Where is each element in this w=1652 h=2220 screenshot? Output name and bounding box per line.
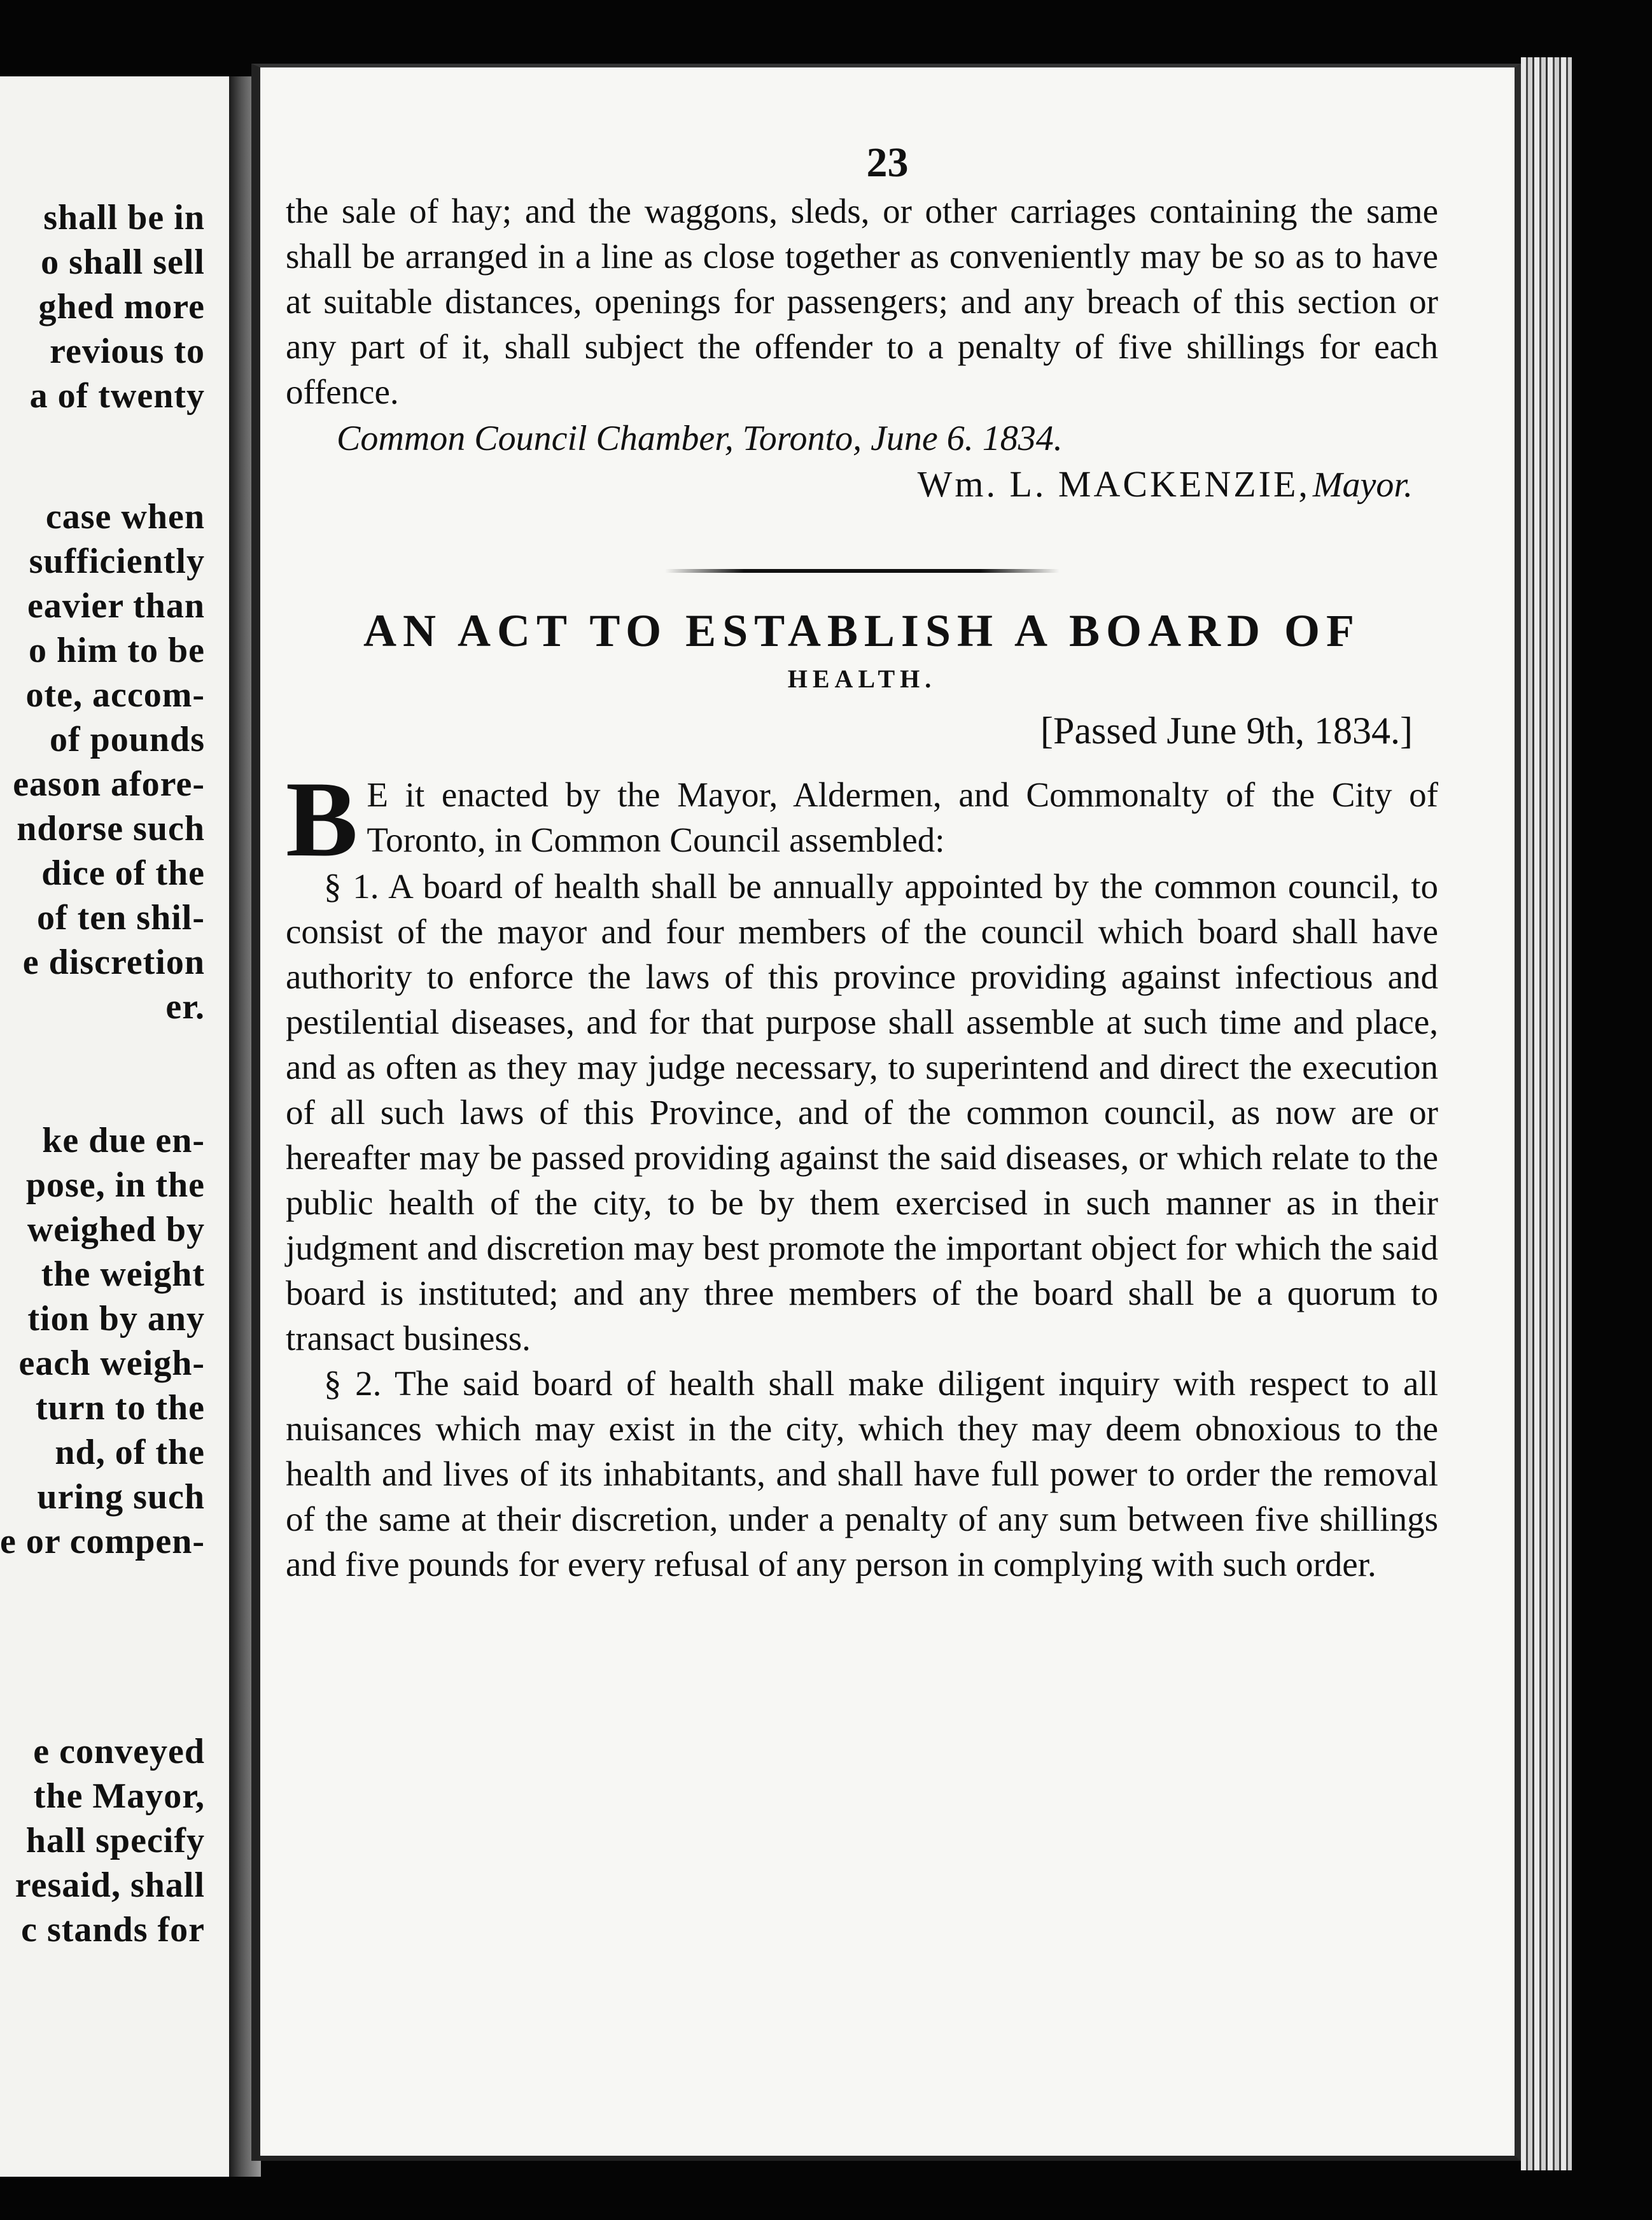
- previous-page-line: e discretion: [22, 943, 205, 982]
- section-2: § 2. The said board of health shall make diligent inquiry with respect to all nuisances which may exist in the city, which they may deem obnoxious to the health and lives of its inhabitants, and shall have full power to order the removal of the same at their discretion, under a penalty of any sum between five shillings and five pounds for every refusal of any person in complying with such order.: [286, 1364, 1438, 1584]
- previous-page-line: er.: [165, 987, 205, 1027]
- previous-page-line: eason afore-: [13, 764, 205, 804]
- signature-location: Common Council Chamber, Toronto, June 6. 1834.: [337, 419, 1063, 458]
- previous-page-line: sufficiently: [29, 542, 205, 581]
- previous-page-line: o shall sell: [41, 242, 205, 282]
- page-number: 23: [866, 139, 909, 186]
- previous-page-line: tion by any: [27, 1299, 205, 1338]
- previous-page-line: resaid, shall: [15, 1865, 205, 1905]
- previous-page-line: case when: [45, 497, 205, 537]
- previous-page-line: c stands for: [21, 1910, 205, 1950]
- previous-page-line: uring such: [37, 1477, 205, 1517]
- act-title: AN ACT TO ESTABLISH A BOARD OF: [363, 605, 1361, 656]
- page-edges: [1521, 57, 1572, 2170]
- act-subtitle: HEALTH.: [787, 664, 937, 693]
- previous-page-line: each weigh-: [18, 1344, 205, 1383]
- previous-page-line: of ten shil-: [37, 898, 205, 938]
- previous-page-line: nd, of the: [55, 1433, 205, 1472]
- drop-cap: B: [286, 759, 358, 879]
- previous-page-line: ghed more: [38, 287, 205, 327]
- previous-page-line: of pounds: [49, 720, 205, 759]
- section-1: § 1. A board of health shall be annually appointed by the common council, to consist of the mayor and four members of the council which board shall have authority to enforce the laws of this province providing against infectious and pestilential diseases, and for that purpose shall assemble at such time and place, and as often as they may judge necessary, to superintend and direct the execution of all such laws of this Province, and of the common council, as now are or hereafter may be passed providing against the said diseases, or which relate to the public health of the city, to be by them exercised in such manner as in their judgment and discretion may best promote the important object for which the said board is instituted; and any three members of the board shall be a quorum to transact business.: [286, 867, 1438, 1358]
- previous-page-line: hall specify: [25, 1821, 205, 1860]
- page-23: [251, 64, 1521, 2161]
- previous-page-line: ote, accom-: [25, 675, 205, 715]
- signature-name: Wm. L. MACKENZIE,: [917, 463, 1310, 505]
- previous-page-line: the weight: [41, 1254, 205, 1294]
- previous-page-line: e or compen-: [0, 1522, 205, 1561]
- previous-page: [0, 76, 229, 2177]
- previous-page-line: eavier than: [27, 586, 205, 626]
- previous-page-line: turn to the: [35, 1388, 205, 1428]
- previous-page-line: the Mayor,: [33, 1776, 205, 1816]
- enacting-clause: [286, 759, 1438, 879]
- previous-page-line: a of twenty: [29, 376, 205, 416]
- section-divider: [665, 569, 1060, 573]
- passed-date: [Passed June 9th, 1834.]: [1040, 710, 1413, 752]
- previous-page-line: ndorse such: [17, 809, 205, 848]
- previous-page-line: o him to be: [29, 631, 205, 670]
- previous-page-line: revious to: [50, 332, 205, 371]
- previous-page-line: pose, in the: [25, 1165, 205, 1205]
- signature-title: Mayor.: [1312, 465, 1413, 505]
- opening-paragraph: the sale of hay; and the waggons, sleds, or other carriages containing the same shall be arranged in a line as close together as conveniently may be so as to have at suitable distances, openings for passengers; and any breach of this section or any part of it, shall subject the offender to a penalty of five shillings for each offence.: [286, 192, 1438, 411]
- previous-page-line: weighed by: [27, 1210, 205, 1249]
- signature: [286, 463, 1413, 505]
- previous-page-line: shall be in: [43, 198, 205, 237]
- previous-page-line: dice of the: [41, 854, 205, 893]
- previous-page-line: e conveyed: [33, 1732, 205, 1771]
- previous-page-line: ke due en-: [42, 1121, 205, 1160]
- enacting-clause-text: E it enacted by the Mayor, Aldermen, and Commonalty of the City of Toronto, in Common Council assembled:: [367, 775, 1438, 859]
